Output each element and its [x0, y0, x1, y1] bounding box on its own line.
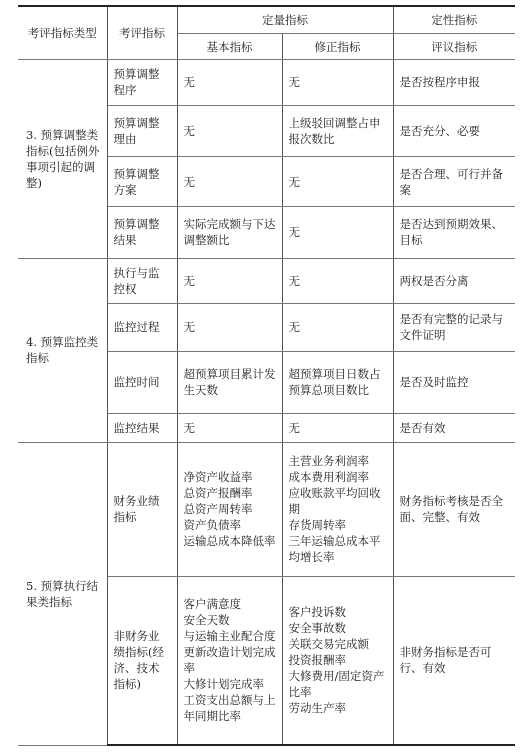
basic-cell: 无 [177, 304, 282, 352]
evaluation-cell: 是否按程序申报 [393, 60, 515, 105]
basic-cell [177, 576, 282, 745]
indicator-cell: 预算调整程序 [107, 60, 177, 105]
indicator-line: 总资产报酬率 [183, 486, 253, 501]
evaluation-cell: 是否有效 [393, 413, 515, 442]
group-type-label: 3. 预算调整类指标(包括例外事项引起的调整) [18, 60, 107, 258]
evaluation-cell: 是否有完整的记录与文件证明 [393, 304, 515, 352]
header-row-1 [18, 6, 515, 34]
indicator-line: 大修计划完成率 [183, 677, 264, 692]
evaluation-cell: 是否充分、必要 [393, 105, 515, 157]
modified-cell: 无 [282, 413, 393, 442]
basic-cell: 无 [177, 413, 282, 442]
indicator-line: 资产负债率 [183, 518, 241, 533]
indicator-line: 存货周转率 [288, 518, 346, 533]
indicator-line: 客户投诉数 [288, 605, 346, 620]
indicator-line: 应收账款平均回收期 [288, 486, 381, 517]
header-evaluation: 评议指标 [393, 34, 515, 60]
basic-cell [177, 442, 282, 576]
group-type-label: 5. 预算执行结果类指标 [18, 442, 107, 745]
header-indicator-type: 考评指标类型 [18, 6, 107, 60]
indicator-line: 客户满意度 [183, 597, 241, 612]
header-quantitative: 定量指标 [177, 6, 393, 34]
basic-cell: 无 [177, 157, 282, 207]
indicator-cell: 非财务业绩指标(经济、技术指标) [107, 576, 177, 745]
basic-cell: 实际完成额与下达调整额比 [177, 206, 282, 258]
basic-cell: 无 [177, 105, 282, 157]
table-row [18, 258, 515, 303]
indicator-cell: 预算调整方案 [107, 157, 177, 207]
indicator-line: 总资产周转率 [183, 502, 253, 517]
table-row [18, 60, 515, 105]
indicator-line: 劳动生产率 [288, 701, 346, 716]
indicator-cell: 监控结果 [107, 413, 177, 442]
evaluation-cell: 两权是否分离 [393, 258, 515, 303]
indicator-line: 运输总成本降低率 [183, 534, 276, 549]
indicator-line: 与运输主业配合度 [183, 629, 276, 644]
indicator-cell: 监控时间 [107, 351, 177, 413]
indicator-line: 大修费用/固定资产比率 [288, 669, 385, 700]
basic-cell: 无 [177, 258, 282, 303]
header-basic: 基本指标 [177, 34, 282, 60]
indicator-line: 成本费用利润率 [288, 470, 369, 485]
indicator-line: 净资产收益率 [183, 470, 253, 485]
basic-cell: 无 [177, 60, 282, 105]
modified-cell: 无 [282, 157, 393, 207]
modified-cell: 无 [282, 258, 393, 303]
group-type-label: 4. 预算监控类指标 [18, 258, 107, 442]
indicator-cell: 执行与监控权 [107, 258, 177, 303]
indicator-line: 主营业务利润率 [288, 454, 369, 469]
indicator-line: 更新改造计划完成率 [183, 645, 276, 676]
indicator-cell: 财务业绩指标 [107, 442, 177, 576]
indicator-cell: 监控过程 [107, 304, 177, 352]
indicator-cell: 预算调整理由 [107, 105, 177, 157]
evaluation-cell: 非财务指标是否可行、有效 [393, 576, 515, 745]
modified-cell: 无 [282, 206, 393, 258]
evaluation-cell: 财务指标考核是否全面、完整、有效 [393, 442, 515, 576]
modified-cell: 超预算项目日数占预算总项目数比 [282, 351, 393, 413]
indicator-line: 安全事故数 [288, 621, 346, 636]
indicator-line: 安全天数 [183, 613, 230, 628]
header-modified: 修正指标 [282, 34, 393, 60]
evaluation-cell: 是否达到预期效果、目标 [393, 206, 515, 258]
indicator-line: 三年运输总成本平均增长率 [288, 534, 381, 565]
indicator-line: 投资报酬率 [288, 653, 346, 668]
evaluation-indicator-table [18, 5, 515, 746]
evaluation-cell: 是否及时监控 [393, 351, 515, 413]
table-row [18, 442, 515, 576]
header-indicator: 考评指标 [107, 6, 177, 60]
header-qualitative: 定性指标 [393, 6, 515, 34]
indicator-cell: 预算调整结果 [107, 206, 177, 258]
evaluation-cell: 是否合理、可行并备案 [393, 157, 515, 207]
modified-cell: 无 [282, 60, 393, 105]
indicator-line: 关联交易完成额 [288, 637, 369, 652]
modified-cell [282, 576, 393, 745]
indicator-line: 工资支出总额与上年同期比率 [183, 693, 276, 724]
modified-cell: 无 [282, 304, 393, 352]
modified-cell [282, 442, 393, 576]
modified-cell: 上级驳回调整占申报次数比 [282, 105, 393, 157]
basic-cell: 超预算项目累计发生天数 [177, 351, 282, 413]
